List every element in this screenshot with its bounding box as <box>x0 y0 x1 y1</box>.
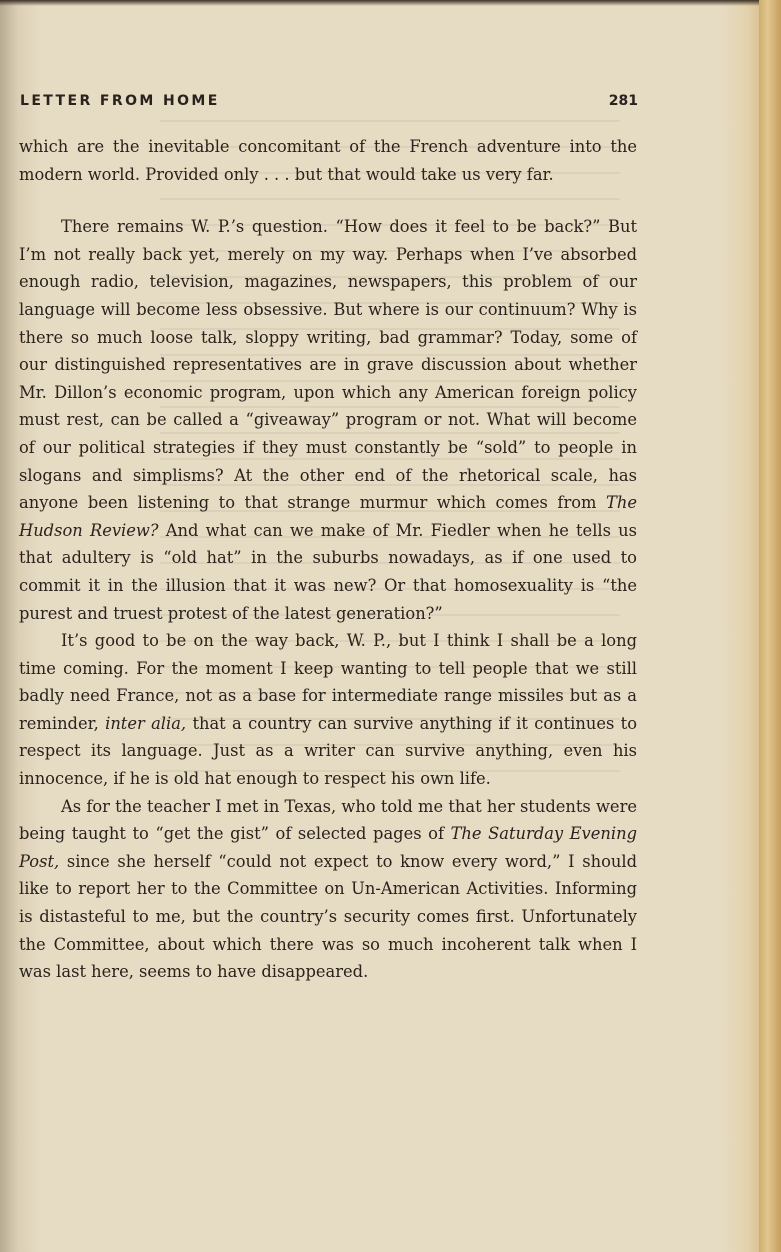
paragraph <box>19 213 637 627</box>
page-edge <box>759 0 781 1252</box>
paragraph-text: that a country can survive anything if it continues to respect its language. Just as a writer can survive anything, even his innocence, if he is old hat enough to respect his own life. <box>19 713 637 789</box>
paragraph <box>19 133 637 188</box>
paragraph-text: And what can we make of Mr. Fiedler when he tells us that adultery is “old hat” in the suburbs nowadays, as if one used to commit it in the illusion that it was new? Or that homosexuality is “the purest and truest protest of the latest generation?” <box>19 520 637 623</box>
italic-phrase: inter alia, <box>105 713 187 733</box>
paragraph-text: It’s good to be on the way back, W. P., but I think I shall be a long time coming. For the moment I keep wanting to tell people that we still badly need France, not as a base for intermediate range missiles but as a reminder, <box>19 631 637 733</box>
paragraph-text: There remains W. P.’s question. “How does it feel to be back?” But I’m not really back yet, merely on my way. Perhaps when I’ve absorbed enough radio, television, magazines, newspapers, this problem of our language will become less obsessive. But where is our continuum? Why is there so much loose talk, sloppy writing, bad grammar? Today, some of our distinguished representatives are in grave discussion about whether Mr. Dillon’s economic program, upon which any American foreign policy must rest, can be called a “giveaway” program or not. What will become of our political strategies if they must constantly be “sold” to people in slogans and simplisms? At the other end of the rhetorical scale, has anyone been listening to that strange murmur which comes from <box>19 217 637 513</box>
top-edge-shadow <box>0 0 781 6</box>
paragraph-text: since she herself “could not expect to know every word,” I should like to report her to the Committee on Un-American Activities. Informing is distasteful to me, but the country’s security comes first. Unfortunately the Committee, about which there was so much incoherent talk when I was last here, seems to have disappeared. <box>19 851 637 982</box>
paragraph <box>19 793 637 986</box>
running-head <box>20 93 638 113</box>
body-text <box>19 133 637 986</box>
paragraph-text: As for the teacher I met in Texas, who told me that her students were being taught to “get the gist” of selected pages of <box>19 796 637 844</box>
page-number: 281 <box>608 93 638 109</box>
paragraph <box>19 627 637 793</box>
paragraph-text: which are the inevitable concomitant of the French adventure into the modern world. Provided only . . . but that would take us very far. <box>19 137 637 184</box>
italic-title: The Hudson Review? <box>19 493 637 540</box>
italic-title: The Saturday Evening Post, <box>19 824 637 871</box>
running-head-title: LETTER FROM HOME <box>20 93 220 109</box>
